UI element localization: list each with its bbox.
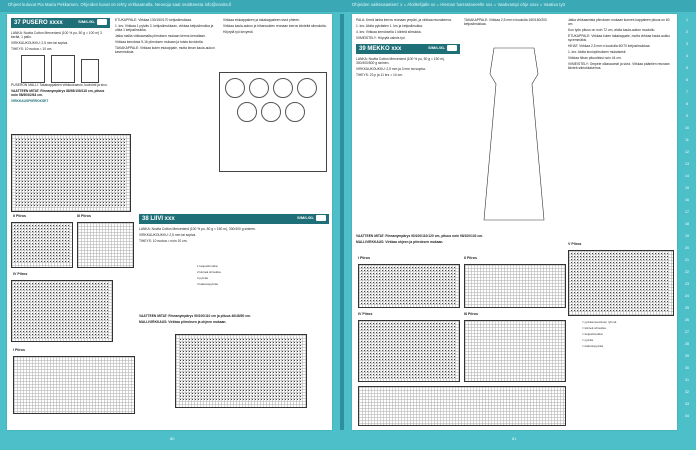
- lace-motif: [261, 102, 281, 122]
- right-measures: [356, 234, 566, 246]
- tab-index-item: 11: [685, 138, 689, 142]
- tab-index-item: 20: [685, 246, 689, 250]
- lace-motif: [249, 78, 269, 98]
- paragraph: LANKA: Novita Cotton Mercerized (100 % pu, 50 g = 100 m) 3 kerää, 1 pallo.: [11, 31, 102, 40]
- chart-pattern-fill: [15, 138, 125, 206]
- paragraph: Virkkaa kaula-aukon ja hihansuiden reunaan kerros kiinteitä silmukoita.: [223, 23, 327, 28]
- left-column-2: [115, 18, 215, 56]
- tab-index-item: 30: [685, 366, 689, 370]
- tab-index-item: 17: [685, 210, 689, 214]
- chart-pattern-fill: [179, 338, 301, 402]
- tab-index-item: 19: [685, 234, 689, 238]
- tab-index-item: 31: [685, 378, 689, 382]
- dress-outline: [464, 44, 564, 224]
- tab-index-item: 26: [685, 318, 689, 322]
- tab-index-item: 22: [685, 270, 689, 274]
- chart-label-v: V Piiros: [568, 242, 582, 246]
- paragraph: ETUKAPPALE: Virkkaa 130/150/170 ketjusilmukkaa.: [115, 18, 192, 22]
- section-title: 38 LIIVI xxx: [142, 216, 175, 222]
- crochet-chart-iii: [77, 222, 134, 268]
- tab-index-item: 3: [686, 42, 688, 46]
- tab-index-item: 13: [685, 162, 689, 166]
- paragraph: Jatka virkkaamista piirroksen mukaan kunnes kappaleen pituus on 60 cm.: [568, 18, 670, 27]
- paragraph: TAKAKAPPALE: Virkkaa 2,5 mm:n koukulla 160/180/200 ketjusilmukkaa.: [464, 18, 547, 27]
- chart-label-i: I Piiros: [13, 348, 25, 352]
- lace-motif: [285, 102, 305, 122]
- chart-label-iii: III Piiros: [77, 214, 91, 218]
- tab-index-item: 32: [685, 390, 689, 394]
- tab-index-item: 9: [686, 114, 688, 118]
- paragraph: VIIMEISTELY: Ompele olkasaumat ja sivut. Virkkaa pääntien reunaan kiinteä silmukkakerros.: [568, 61, 670, 71]
- section-size: S/M/L/XL: [78, 19, 95, 24]
- tab-index-item: 25: [685, 306, 689, 310]
- paragraph: Jatka mallia virkkaamalla piirroksen mukaan kerros kerrallaan.: [115, 34, 206, 39]
- page-tab-index: [680, 14, 694, 422]
- section-header-mekko: [356, 44, 460, 54]
- left-column-1: [11, 18, 110, 105]
- paragraph: MALLIVIRKKAUS: Virkkaa piirroksen ja ohjeen mukaan.: [139, 319, 227, 324]
- camera-icon: [97, 19, 107, 25]
- legend-item: 1 ketjusilmukka: [197, 264, 218, 268]
- right-page-number: 81: [512, 436, 517, 441]
- chart-label-ii: II Piiros: [13, 214, 26, 218]
- tab-index-item: 33: [685, 402, 689, 406]
- legend-item: 3 pylväs: [197, 276, 209, 280]
- tab-index-item: 28: [685, 342, 689, 346]
- right-column-1: [356, 18, 460, 79]
- paragraph: VIIMEISTELY: Höyrytä valmis työ.: [356, 35, 406, 40]
- crochet-chart-iii: [464, 320, 566, 382]
- paragraph: VAATTEEN MITAT: Rinnanympärys 90/100/110 cm ja pituus 46/48/50 cm.: [139, 314, 251, 318]
- tab-index-item: 2: [686, 30, 688, 34]
- legend-item: = ketjusilmukka: [582, 332, 603, 336]
- paragraph: Höyrytä työ kevyesti.: [223, 29, 254, 34]
- paragraph: 4. krs: Virkkaa kerroksella 1 kiinteä silmukka.: [356, 29, 422, 34]
- tab-index-item: 34: [685, 414, 689, 418]
- section-header-liivi: [139, 214, 329, 224]
- legend-item: = kiinteä silmukka: [582, 326, 606, 330]
- camera-icon: [447, 45, 457, 51]
- chart-pattern-fill: [13, 282, 109, 338]
- paragraph: Virkkaa etukappaleen ja takakappaleen sivut yhteen.: [223, 18, 300, 22]
- lace-diagram: [219, 72, 327, 172]
- paragraph: TIHEYS: 23 p ja 11 krs = 10 cm.: [356, 73, 403, 78]
- paragraph: VIRKKUUKOUKKU: 2,5 mm tai sopiva.: [139, 232, 197, 237]
- right-column-3: [568, 18, 672, 72]
- left-page: [7, 14, 332, 430]
- lace-motif: [237, 102, 257, 122]
- paragraph: 1. krs: Aloita pylvästen 1. krs ja ketjusilmukka.: [356, 23, 423, 28]
- paragraph: 1. krs: Virkkaa 1 pylväs 3. ketjusilmukkaan, virkkaa ketjusilmukka ja ohita 1 ketjusilmukka.: [115, 23, 214, 33]
- schematic-front: [21, 55, 45, 83]
- tab-index-item: 1: [686, 18, 688, 22]
- tab-index-item: 24: [685, 294, 689, 298]
- paragraph: MALLIVIRKKAUS: Virkkaa ohjeen ja piirroksen mukaan.: [356, 239, 444, 244]
- tab-index-item: 7: [686, 90, 688, 94]
- crochet-chart-ii: [464, 264, 566, 308]
- legend-item: = pylväsmuotoinen ryhmä: [582, 320, 617, 324]
- chart-label-iv: IV Piiros: [358, 312, 373, 316]
- paragraph: TIHEYS: 10 ruutua = 10 cm.: [11, 47, 53, 52]
- paragraph: PALA: Kerrä lanka kerros reunaan ympäri, ja virkkaa reunakerros.: [356, 18, 452, 22]
- section-header-pusero: [11, 18, 110, 28]
- chart-legend: [582, 320, 616, 350]
- lace-motif: [297, 78, 317, 98]
- schematic-label: VIRKKAUSPIIRROKSET: [11, 99, 49, 104]
- paragraph: ETUKAPPALE: Virkkaa kuten takakappale, mutta virkkaa kaula-aukko syvemmäksi.: [568, 34, 670, 43]
- dress-schematic: [464, 44, 564, 224]
- section-size: S/M/L/XL: [297, 215, 314, 220]
- crochet-chart-bottom: [358, 386, 566, 426]
- paragraph: VAATTEEN MITAT: Rinnanympärys 90/100/110/120 cm, pituus noin 98/100/102 cm.: [356, 234, 484, 238]
- left-column-3: [223, 18, 327, 36]
- tab-index-item: 6: [686, 78, 688, 82]
- paragraph: HIHAT: Virkkaa 2,5 mm:n koukulla 60/70 ketjusilmukkaa.: [568, 44, 651, 49]
- tab-index-item: 4: [686, 54, 688, 58]
- tab-index-item: 23: [685, 282, 689, 286]
- paragraph: LANKA: Novita Cotton Mercerized (100 % pu, 50 g = 150 m), 300/400 g sininen.: [139, 227, 256, 231]
- left-section-liivi: [139, 214, 329, 245]
- section-title: 39 MEKKO xxx: [359, 45, 402, 52]
- tab-index-item: 14: [685, 174, 689, 178]
- tab-index-item: 12: [685, 150, 689, 154]
- paragraph: TIHEYS: 10 ruutua = noin 10 cm.: [139, 238, 188, 243]
- paragraph: Kun työn pituus on noin 72 cm, aloita kaula-aukon muotoilu.: [568, 28, 656, 33]
- legend-item: 2 kiinteä silmukka: [197, 270, 221, 274]
- paragraph: LANKA: Novita Cotton Mercerized (100 % pu, 50 g = 150 m), 300/400/500 g sininen.: [356, 56, 445, 66]
- tab-index-item: 16: [685, 198, 689, 202]
- tab-index-item: 18: [685, 222, 689, 226]
- header-right-text: Ohjeiden vaikeusasteet: x = Aloittelijalle xx = Hieman harrastaneelle xxx = Vaativampi ohje xxxx = Vaativa työ: [352, 2, 566, 7]
- tab-index-item: 29: [685, 354, 689, 358]
- camera-icon: [316, 215, 326, 221]
- tab-index-item: 15: [685, 186, 689, 190]
- tab-index-item: 27: [685, 330, 689, 334]
- paragraph: PUSERON MALLI: Takakappaleen virkkuukaavio, kuviointi ja sivu.: [11, 82, 108, 87]
- crochet-chart-i: [13, 356, 135, 414]
- chart-pattern-fill: [360, 322, 456, 378]
- chart-label-i: I Piiros: [358, 256, 370, 260]
- page-gutter: [340, 14, 344, 430]
- right-page: [352, 14, 677, 430]
- section-size: S/M/L/XL: [428, 44, 445, 50]
- chart-label-ii: II Piiros: [464, 256, 477, 260]
- paragraph: VIRKKUUKOUKKU: 2,5 mm tai sopiva.: [11, 41, 69, 46]
- paragraph: Virkkaa kerroksia 9-16 piirroksen mukaan ja toista kuviointia.: [115, 39, 204, 44]
- lace-motif: [273, 78, 293, 98]
- paragraph: VIRKKUUKOUKKU: 2,5 mm ja 3 mm tai sopiva.: [356, 67, 426, 72]
- chart-legend: [197, 264, 221, 288]
- legend-item: = pylväs: [582, 338, 594, 342]
- sweater-schematic: [11, 53, 110, 83]
- header-left-text: Ohjeet kuluvat Pia Maria Pekkarsen. Ohjeiden kuvat on tehty virkkaamalla. Neuvoja saat osoitteesta info@novita.fi: [8, 2, 232, 7]
- paragraph: VAATTEEN MITAT: Rinnanympärys 88/98/108/118 cm, pituus noin 58/60/62/64 cm.: [11, 88, 105, 98]
- tab-index-item: 5: [686, 66, 688, 70]
- legend-item: = kaksoispylväs: [582, 344, 604, 348]
- chart-pattern-fill: [360, 266, 456, 304]
- chart-label-iii: III Piiros: [464, 312, 478, 316]
- paragraph: TAKAKAPPALE: Virkkaa kuten etukappale, mutta ilman kaula-aukon kavennuksia.: [115, 45, 215, 55]
- tab-index-item: 10: [685, 126, 689, 130]
- paragraph: Virkkaa hihan pituudeksi noin 44 cm.: [568, 56, 622, 61]
- schematic-back: [51, 55, 75, 83]
- left-page-number: 80: [170, 436, 175, 441]
- lace-motif: [225, 78, 245, 98]
- tab-index-item: 21: [685, 258, 689, 262]
- schematic-sleeve: [81, 59, 99, 83]
- section-title: 37 PUSERO xxxx: [14, 20, 63, 26]
- chart-pattern-fill: [570, 252, 670, 312]
- right-column-2: [464, 18, 564, 28]
- left-section-liivi-measures: [139, 314, 329, 326]
- tab-index-item: 8: [686, 102, 688, 106]
- legend-item: 4 kaksoispylväs: [197, 282, 219, 286]
- chart-label-iv: IV Piiros: [13, 272, 28, 276]
- chart-pattern-fill: [13, 224, 69, 264]
- paragraph: 1. krs: Aloita kuviopiirroksen mukaisesti.: [568, 50, 627, 55]
